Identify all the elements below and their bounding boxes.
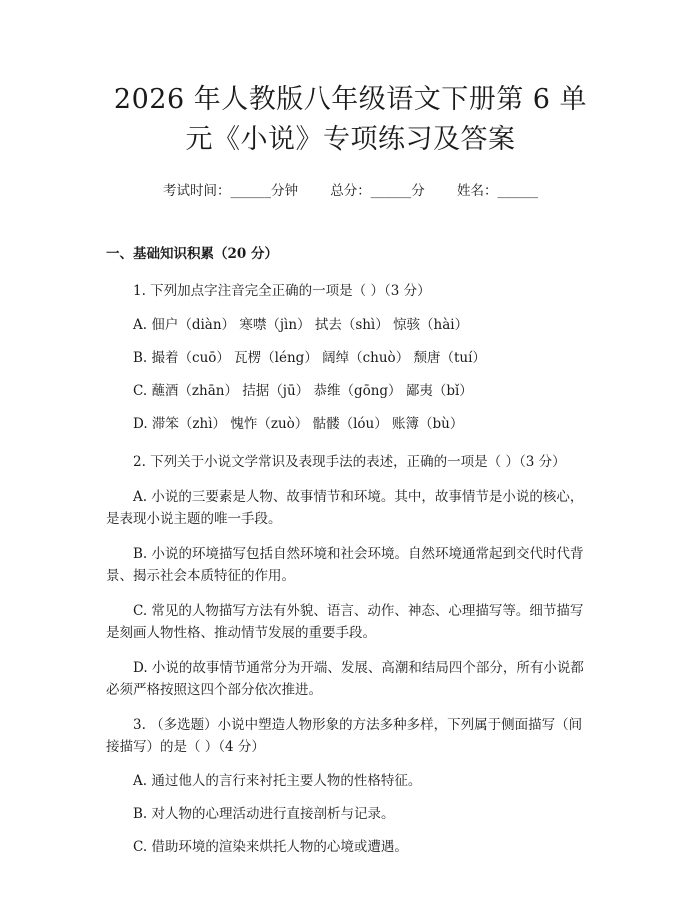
section-heading: 一、基础知识积累（20 分）: [106, 246, 278, 262]
total-score-field: 总分：______分: [330, 183, 425, 199]
exam-info: [106, 180, 595, 202]
question-3-option-a: A. 通过他人的言行来衬托主要人物的性格特征。: [133, 773, 422, 789]
question-1-option-d: D. 滞笨（zhì） 愧怍（zuò） 骷髅（lóu） 账簿（bù）: [133, 416, 464, 432]
question-2-option-a: A. 小说的三要素是人物、故事情节和环境。其中，故事情节是小说的核心，是表现小说主题的唯一手段。: [106, 489, 584, 527]
question-3-option-b: B. 对人物的心理活动进行直接剖析与记录。: [133, 806, 395, 822]
question-1-option-a: A. 佃户（diàn） 寒噤（jìn） 拭去（shì） 惊骇（hài）: [133, 317, 469, 333]
question-1-option-c: C. 蘸酒（zhān） 拮据（jū） 恭维（gōng） 鄙夷（bǐ）: [133, 383, 473, 399]
exam-time-field: 考试时间：______分钟: [162, 183, 298, 199]
student-name-field: 姓名：______: [457, 183, 539, 199]
question-2-stem: 2. 下列关于小说文学常识及表现手法的表述，正确的一项是（ ）（3 分）: [133, 454, 566, 470]
question-1-stem: 1. 下列加点字注音完全正确的一项是（ ）（3 分）: [133, 283, 431, 299]
question-2-option-c: C. 常见的人物描写方法有外貌、语言、动作、神态、心理描写等。细节描写是刻画人物性格、推动情节发展的重要手段。: [106, 603, 584, 641]
question-3-option-c: C. 借助环境的渲染来烘托人物的心境或遭遇。: [133, 839, 408, 855]
question-1-option-b: B. 撮着（cuō） 瓦楞（léng） 阔绰（chuò） 颓唐（tuí）: [133, 350, 486, 366]
document-title: 2026 年人教版八年级语文下册第 6 单元《小说》专项练习及答案: [113, 84, 588, 155]
question-2-option-b: B. 小说的环境描写包括自然环境和社会环境。自然环境通常起到交代时代背景、揭示社会本质特征的作用。: [106, 546, 584, 584]
question-3-stem: 3. （多选题）小说中塑造人物形象的方法多种多样，下列属于侧面描写（间接描写）的是（ ）（4 分）: [106, 717, 583, 755]
question-2-option-d: D. 小说的故事情节通常分为开端、发展、高潮和结局四个部分，所有小说都必须严格按照这四个部分依次推进。: [106, 660, 584, 698]
